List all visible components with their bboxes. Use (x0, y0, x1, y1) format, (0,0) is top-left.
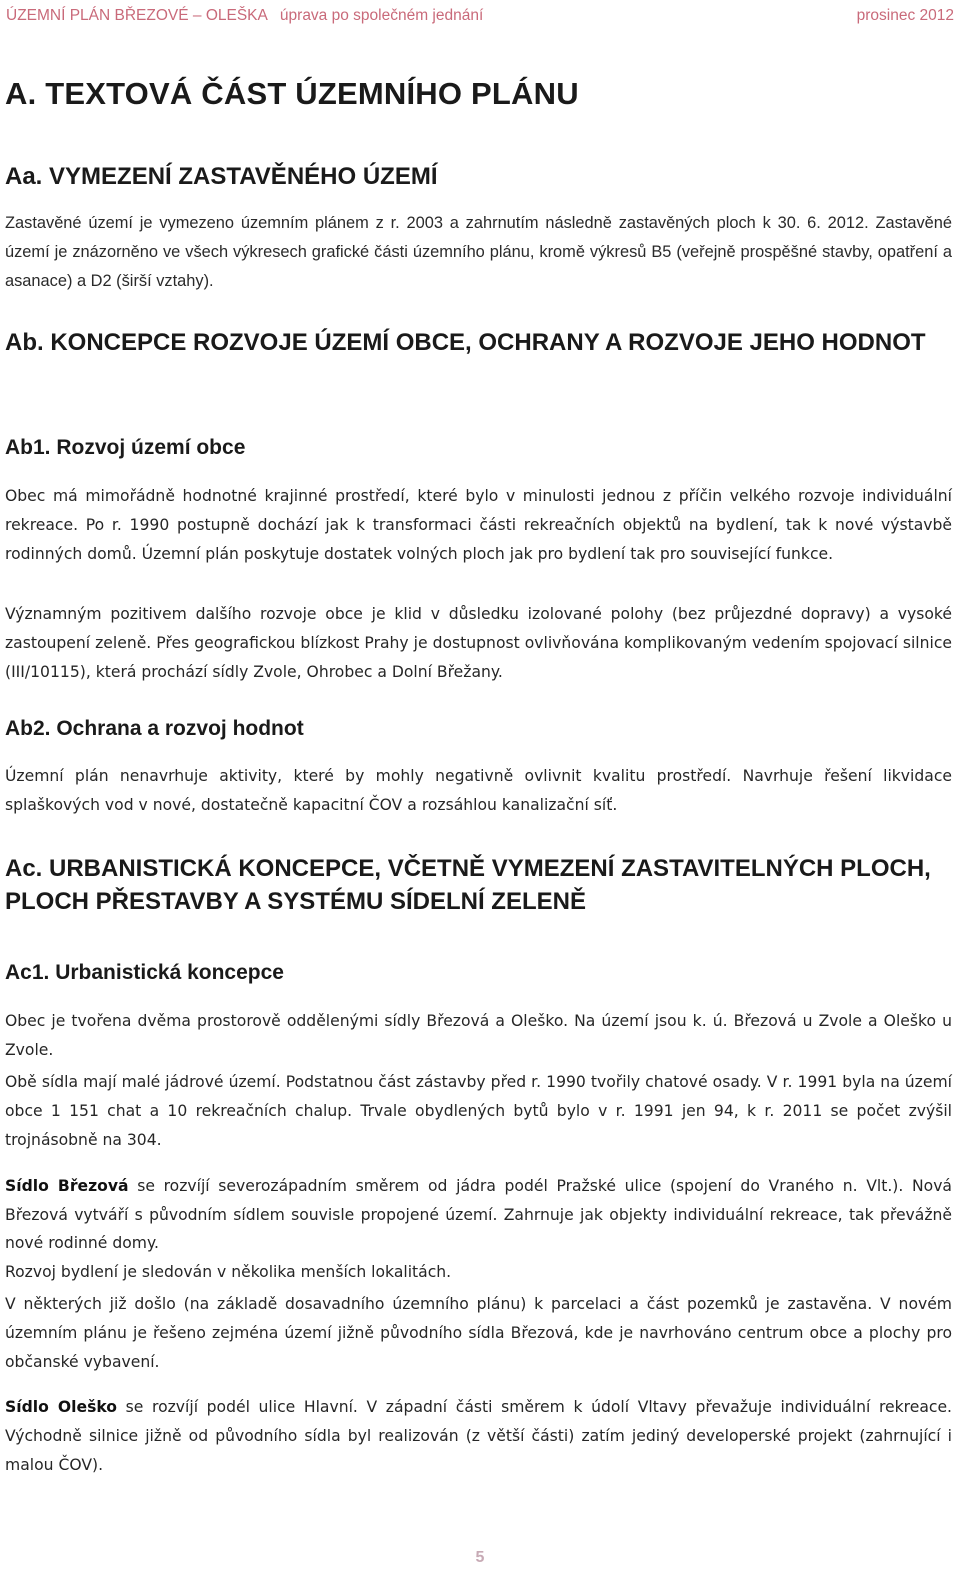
paragraph-brezova (5, 1172, 952, 1286)
label-sidlo-brezova: Sídlo Březová (5, 1177, 129, 1195)
header-title: ÚZEMNÍ PLÁN BŘEZOVÉ – OLEŠKA úprava po společném jednání (6, 7, 484, 24)
section-heading-aa: Aa. VYMEZENÍ ZASTAVĚNÉHO ÚZEMÍ (5, 163, 438, 190)
subsection-heading-ab1: Ab1. Rozvoj území obce (5, 436, 246, 459)
label-sidlo-olesko: Sídlo Oleško (5, 1398, 118, 1416)
main-title: A. TEXTOVÁ ČÁST ÚZEMNÍHO PLÁNU (5, 76, 579, 111)
paragraph-ac1-1: Obec je tvořena dvěma prostorově oddělenými sídly Březová a Oleško. Na území jsou k. ú. Březová u Zvole a Oleško u Zvole. (5, 1012, 952, 1059)
page-number: 5 (475, 1549, 485, 1566)
section-heading-ac: Ac. URBANISTICKÁ KONCEPCE, VČETNĚ VYMEZENÍ ZASTAVITELNÝCH PLOCH, PLOCH PŘESTAVBY A SYSTÉMU SÍDELNÍ ZELENĚ (5, 855, 931, 915)
paragraph-ac1-4: V některých již došlo (na základě dosavadního územního plánu) k parcelaci a část pozemků je zastavěna. V novém územním plánu je řešeno zejména území jižně původního sídla Březová, kde je navrhováno centrum obce a plochy pro občanské vybavení. (5, 1295, 952, 1371)
paragraph-olesko (5, 1393, 952, 1480)
subsection-heading-ac1: Ac1. Urbanistická koncepce (5, 961, 284, 984)
paragraph-ac1-2: Obě sídla mají malé jádrové území. Podstatnou část zástavby před r. 1990 tvořily chatové osady. V r. 1991 byla na území obce 1 151 chat a 10 rekreačních chalup. Trvale obydlených bytů bylo v r. 1991 jen 94, k r. 2011 se počet zvýšil trojnásobně na 304. (5, 1073, 952, 1149)
section-heading-ab: Ab. KONCEPCE ROZVOJE ÚZEMÍ OBCE, OCHRANY A ROZVOJE JEHO HODNOT (5, 329, 926, 356)
subsection-heading-ab2: Ab2. Ochrana a rozvoj hodnot (5, 717, 304, 740)
paragraph-aa: Zastavěné území je vymezeno územním plánem z r. 2003 a zahrnutím následně zastavěných ploch k 30. 6. 2012. Zastavěné území je znázorněno ve všech výkresech grafické části územního plánu, kromě výkresů B5 (veřejně prospěšné stavby, opatření a asanace) a D2 (širší vztahy). (5, 214, 952, 290)
paragraph-ab1-1: Obec má mimořádně hodnotné krajinné prostředí, které bylo v minulosti jednou z příčin velkého rozvoje individuální rekreace. Po r. 1990 postupně dochází jak k transformaci části rekreačních objektů na bydlení, tak k nové výstavbě rodinných domů. Územní plán poskytuje dostatek volných ploch jak pro bydlení tak pro související funkce. (5, 487, 952, 563)
text-brezova-line2: Rozvoj bydlení je sledován v několika menších lokalitách. (5, 1262, 452, 1281)
text-sidlo-brezova: se rozvíjí severozápadním směrem od jádra podél Pražské ulice (spojení do Vraného n. Vlt.). Nová Březová vytváří s původním sídlem souvisle propojené území. Zahrnuje jak objekty individuální rekreace, tak převážně nové rodinné domy. (5, 1177, 952, 1252)
paragraph-ab2-1: Územní plán nenavrhuje aktivity, které by mohly negativně ovlivnit kvalitu prostředí. Navrhuje řešení likvidace splaškových vod v nové, dostatečně kapacitní ČOV a rozsáhlou kanalizační síť. (5, 767, 952, 814)
paragraph-ab1-2: Významným pozitivem dalšího rozvoje obce je klid v důsledku izolované polohy (bez průjezdné dopravy) a vysoké zastoupení zeleně. Přes geografickou blízkost Prahy je dostupnost ovlivňována komplikovaným vedením spojovací silnice (III/10115), která prochází sídly Zvole, Ohrobec a Dolní Břežany. (5, 605, 952, 681)
page-header (6, 4, 954, 28)
text-sidlo-olesko: se rozvíjí podél ulice Hlavní. V západní části směrem k údolí Vltavy převažuje individuální rekreace. Východně silnice jižně od původního sídla byl realizován (z větší části) zatím jediný developerské projekt (zahrnující i malou ČOV). (5, 1398, 952, 1474)
header-date: prosinec 2012 (856, 7, 954, 24)
